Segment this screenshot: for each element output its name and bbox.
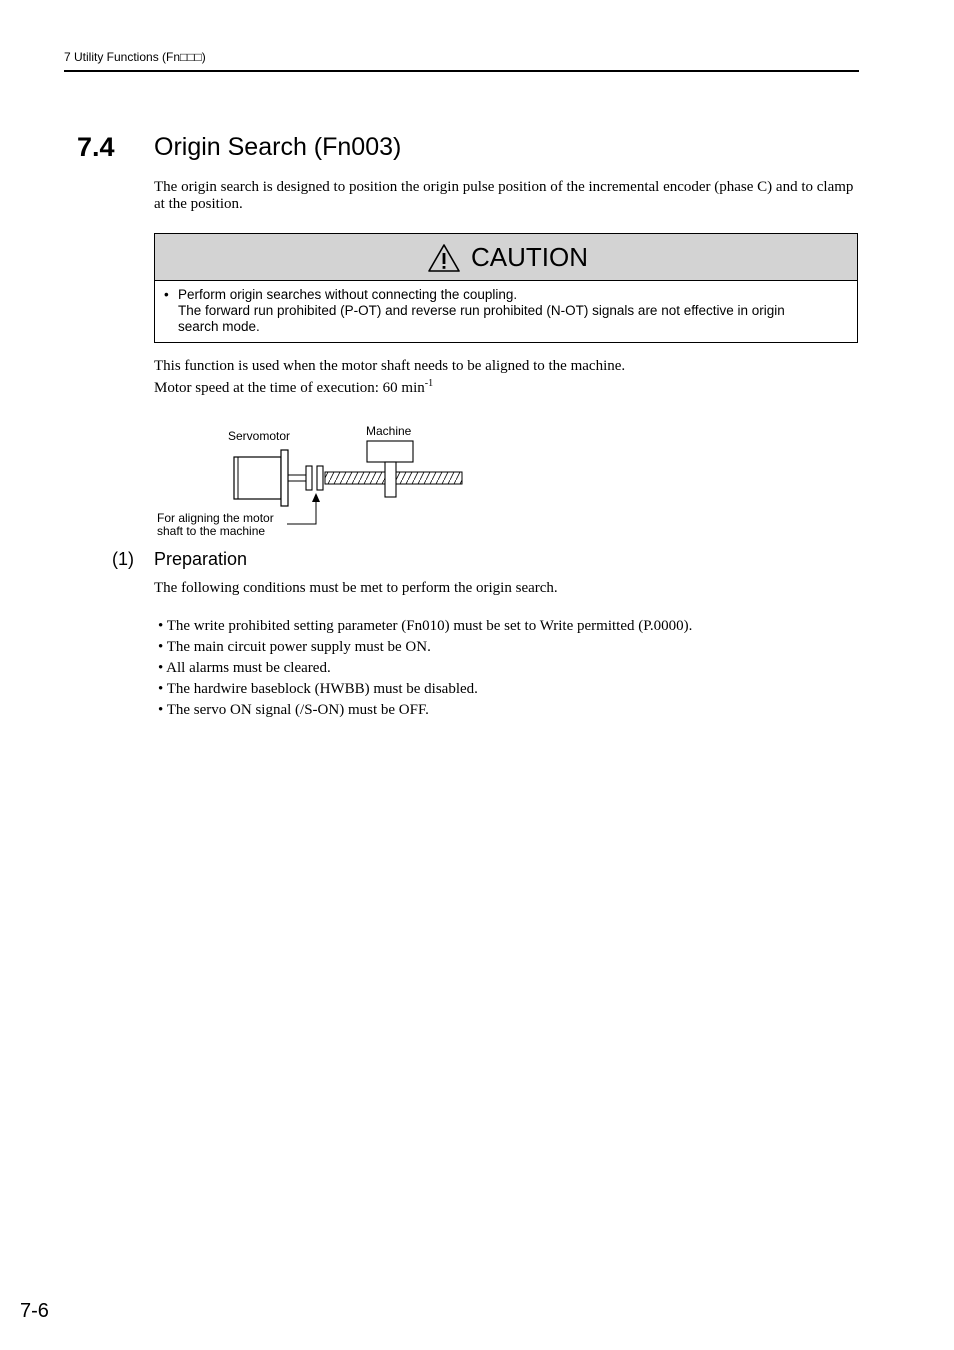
servomotor-label: Servomotor <box>228 429 291 443</box>
origin-search-diagram <box>150 420 470 545</box>
caution-header <box>155 234 857 281</box>
caution-box <box>154 233 858 343</box>
condition-item: • The write prohibited setting parameter (Fn010) must be set to Write permitted (P.0000). <box>158 618 693 634</box>
machine-label: Machine <box>366 424 412 438</box>
caution-line: search mode. <box>178 319 260 334</box>
condition-item: • The servo ON signal (/S-ON) must be OFF. <box>158 702 429 718</box>
servomotor-body <box>234 450 288 506</box>
section-number: 7.4 <box>77 132 115 162</box>
alignment-note-line1: For aligning the motor <box>157 511 274 525</box>
caution-text <box>178 287 844 335</box>
preparation-intro: The following conditions must be met to perform the origin search. <box>154 580 558 596</box>
motor-speed-text: Motor speed at the time of execution: 60 min <box>154 380 425 396</box>
header-rule <box>64 70 859 72</box>
condition-item: • All alarms must be cleared. <box>158 660 331 676</box>
caution-bullet: • <box>164 287 169 302</box>
condition-item: • The hardwire baseblock (HWBB) must be disabled. <box>158 681 478 697</box>
running-header: 7 Utility Functions (Fn□□□) <box>64 50 206 64</box>
caution-body <box>164 287 844 335</box>
motor-speed <box>154 380 433 397</box>
preparation-conditions <box>158 616 692 721</box>
section-intro: The origin search is designed to position the origin pulse position of the incremental encoder (phase C) and to clamp at the position. <box>154 179 854 212</box>
alignment-note-line2: shaft to the machine <box>157 524 266 538</box>
caution-label: CAUTION <box>471 242 588 272</box>
caution-line: Perform origin searches without connecting the coupling. <box>178 287 518 302</box>
preparation-title: Preparation <box>154 549 248 569</box>
motor-shaft <box>288 475 306 481</box>
preparation-number: (1) <box>112 549 134 569</box>
page-number: 7-6 <box>20 1300 49 1322</box>
machine-table <box>367 441 413 497</box>
function-description: This function is used when the motor shaft needs to be aligned to the machine. <box>154 358 626 374</box>
section-title: Origin Search (Fn003) <box>154 133 402 161</box>
coupling <box>306 466 323 490</box>
preparation-heading <box>112 549 247 570</box>
condition-item: • The main circuit power supply must be ON. <box>158 639 431 655</box>
motor-speed-exponent: -1 <box>424 378 434 389</box>
pointer-arrow <box>287 493 320 524</box>
warning-triangle-icon <box>427 243 461 273</box>
caution-line: The forward run prohibited (P-OT) and reverse run prohibited (N-OT) signals are not effective in origin <box>178 303 785 318</box>
